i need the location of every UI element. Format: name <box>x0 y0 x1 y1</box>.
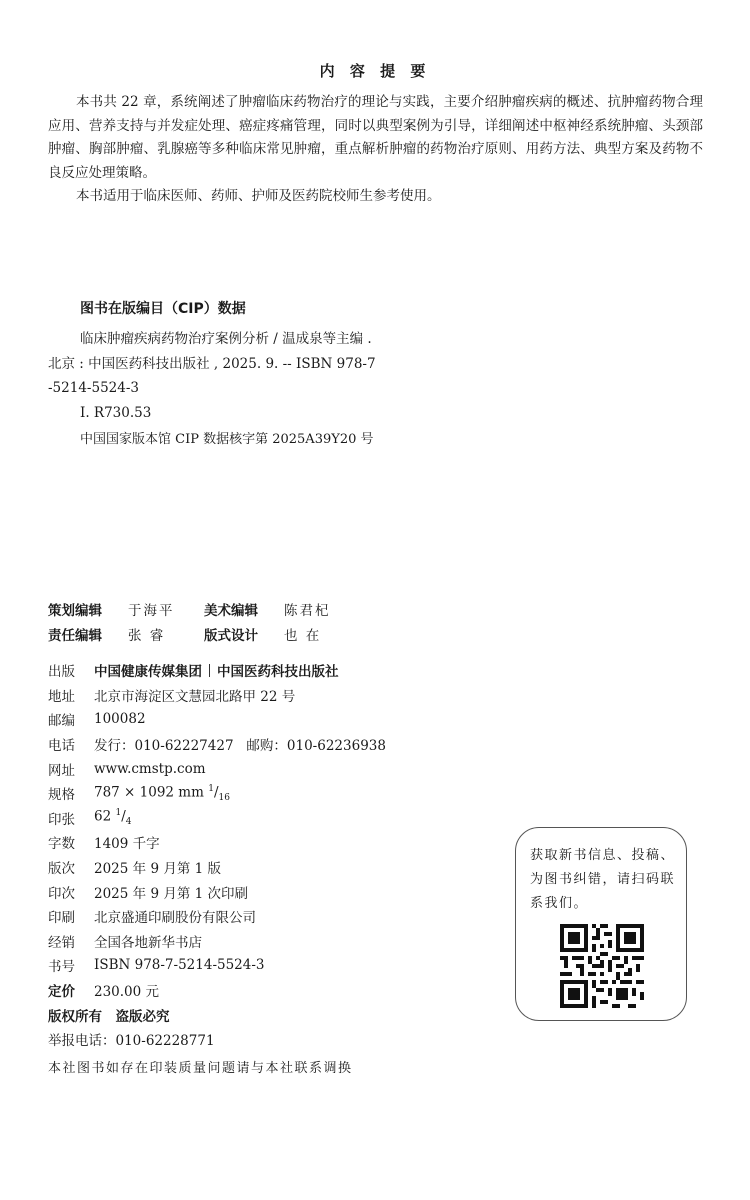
summary-paragraph-1: 本书共 22 章，系统阐述了肿瘤临床药物治疗的理论与实践，主要介绍肿瘤疾病的概述、抗肿瘤药物合理应用、营养支持与并发症处理、癌症疼痛管理，同时以典型案例为引导，详细阐述中枢神经系统肿瘤、头颈部肿瘤、胸部肿瘤、乳腺癌等多种临床常见肿瘤，重点解析肿瘤的药物治疗原则、用药方法、典型方案及药物不良反应处理策略。 <box>48 94 703 181</box>
phone-value: 发行：010-62227427 邮购：010-62236938 <box>94 738 386 755</box>
qr-panel <box>515 827 687 1021</box>
sheets-value: 62 $^1/_4$ <box>94 808 132 828</box>
cip-approval-note: 中国国家版本馆 CIP 数据核字第 2025A39Y20 号 <box>80 432 374 447</box>
publisher-name: 中国医药科技出版社 <box>217 664 339 681</box>
editor-credits <box>48 596 331 646</box>
printing-label: 印次 <box>48 885 75 902</box>
format-size: 787 × 1092 mm <box>94 784 204 801</box>
postcode-label: 邮编 <box>48 713 75 730</box>
website-value: www.cmstp.com <box>94 760 206 777</box>
edition-label: 版次 <box>48 861 75 878</box>
copyright-notice: 版权所有 盗版必究 <box>48 1008 170 1025</box>
words-label: 字数 <box>48 836 75 853</box>
publisher-group: 中国健康传媒集团 <box>94 664 202 681</box>
cip-line-4: Ⅰ. R730.53 <box>80 404 152 421</box>
price-value: 230.00 元 <box>94 984 160 1001</box>
layout-designer-name: 也 在 <box>284 627 322 644</box>
format-value: 787 × 1092 mm $^1/_{16}$ <box>94 783 230 803</box>
cip-line-2: 北京 : 中国医药科技出版社 , 2025. 9. -- ISBN 978-7 <box>48 355 376 372</box>
layout-designer-label: 版式设计 <box>204 627 258 644</box>
qr-code-icon[interactable] <box>560 924 644 1008</box>
page-title: 内 容 提 要 <box>319 62 431 80</box>
art-editor-label: 美术编辑 <box>204 602 258 619</box>
distributor-label: 经销 <box>48 934 75 951</box>
printer-label: 印刷 <box>48 910 75 927</box>
responsible-editor-label: 责任编辑 <box>48 627 102 644</box>
cip-line-3: -5214-5524-3 <box>48 380 139 396</box>
printing-value: 2025 年 9 月第 1 次印刷 <box>94 885 248 902</box>
report-phone: 举报电话：010-62228771 <box>48 1033 215 1050</box>
edition-value: 2025 年 9 月第 1 版 <box>94 861 221 878</box>
isbn-label: 书号 <box>48 959 75 976</box>
isbn-value: ISBN 978-7-5214-5524-3 <box>94 957 265 974</box>
address-label: 地址 <box>48 688 75 705</box>
publisher-label: 出版 <box>48 664 75 681</box>
qr-panel-text: 获取新书信息、投稿、为图书纠错，请扫码联系我们。 <box>530 848 676 911</box>
cip-record <box>48 327 468 425</box>
cip-line-1: 临床肿瘤疾病药物治疗案例分析 / 温成泉等主编 . <box>80 331 372 347</box>
format-denominator: 16 <box>218 792 230 803</box>
printer-value: 北京盛通印刷股份有限公司 <box>94 910 256 927</box>
sheets-numerator: 1 <box>115 808 122 819</box>
publication-info <box>48 658 386 1052</box>
postcode-value: 100082 <box>94 711 146 728</box>
responsible-editor-name: 张 睿 <box>128 627 166 644</box>
summary-paragraph-2: 本书适用于临床医师、药师、护师及医药院校师生参考使用。 <box>76 188 441 204</box>
words-value: 1409 千字 <box>94 836 160 853</box>
planning-editor-label: 策划编辑 <box>48 602 102 619</box>
price-label: 定价 <box>48 984 75 1001</box>
art-editor-name: 陈君杞 <box>284 602 331 619</box>
sheets-whole: 62 <box>94 808 112 825</box>
format-numerator: 1 <box>208 783 214 794</box>
format-label: 规格 <box>48 787 75 804</box>
footer-notice: 本社图书如存在印装质量问题请与本社联系调换 <box>48 1061 353 1076</box>
sheets-denominator: 4 <box>125 817 132 828</box>
publisher-divider <box>209 664 210 677</box>
website-label: 网址 <box>48 762 75 779</box>
info-row-publisher <box>48 658 386 683</box>
cip-heading: 图书在版编目（CIP）数据 <box>80 301 246 317</box>
planning-editor-name: 于海平 <box>128 602 175 619</box>
address-value: 北京市海淀区文慧园北路甲 22 号 <box>94 688 296 705</box>
summary-section <box>48 91 703 209</box>
phone-label: 电话 <box>48 738 75 755</box>
distributor-value: 全国各地新华书店 <box>94 934 202 951</box>
sheets-label: 印张 <box>48 811 75 828</box>
